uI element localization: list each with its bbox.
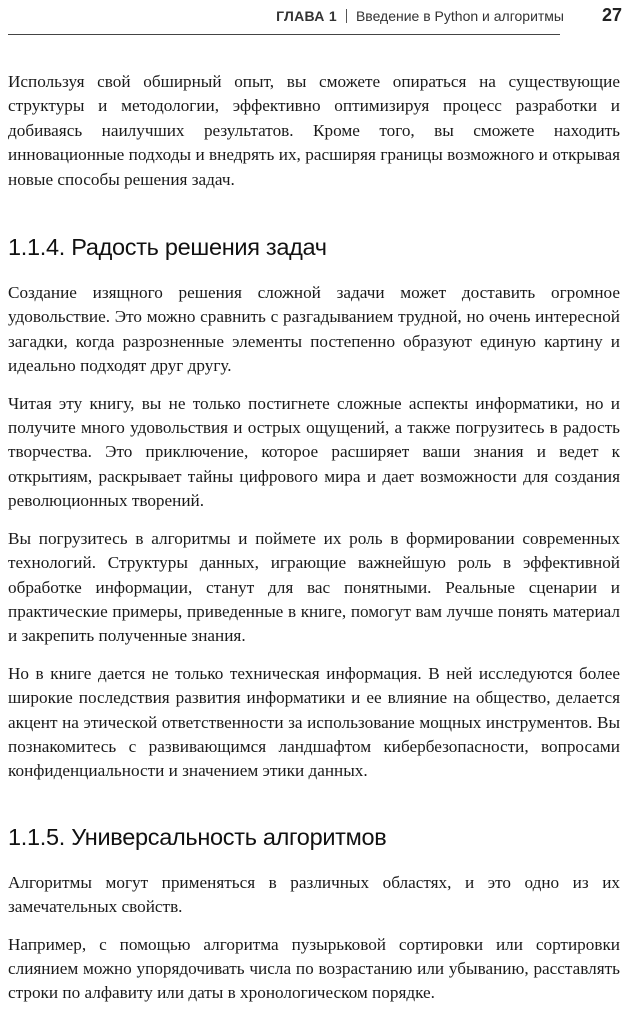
page-body xyxy=(8,70,620,1019)
chapter-title: Введение в Python и алгоритмы xyxy=(355,8,564,24)
paragraph: Создание изящного решения сложной задачи может доставить огромное удовольствие. Это можно сравнить с разгадыванием трудной, но очень интересной загадки, когда разрозненные элементы постепенно образуют единую картину и идеально подходят друг другу. xyxy=(8,283,620,376)
section-heading-1-1-5: 1.1.5. Универсальность алгоритмов xyxy=(8,823,387,850)
intro-paragraph: Используя свой обширный опыт, вы сможете опираться на существующие структуры и методологии, эффективно оптимизируя процесс разработки и добиваясь наилучших результатов. Кроме того, вы сможете находить инновационные подходы и внедрять их, расширяя границы возможного и открывая новые способы решения задач. xyxy=(8,72,620,189)
paragraph: Но в книге дается не только техническая информация. В ней исследуются более широкие последствия развития информатики и ее влияние на общество, делается акцент на этической ответственности за использование мощных инструментов. Вы познакомитесь с развивающимся ландшафтом кибербезопасности, вопросами конфиденциальности и значением этики данных. xyxy=(8,663,620,781)
header-rule xyxy=(8,34,560,35)
paragraph: Например, с помощью алгоритма пузырьковой сортировки или сортировки слиянием можно упорядочивать числа по возрастанию или убыванию, расставлять строки по алфавиту или даты в хронологическом порядке. xyxy=(8,934,620,1003)
header-separator xyxy=(346,9,347,23)
chapter-label: ГЛАВА 1 xyxy=(276,8,337,24)
running-head-text xyxy=(276,8,564,24)
paragraph: Читая эту книгу, вы не только постигнете сложные аспекты информатики, но и получите много удовольствия и острых ощущений, а также погрузитесь в радость творчества. Это приключение, которое расширяет ваши знания и ведет к открытиям, раскрывает тайны цифрового мира и дает возможности для создания революционных творений. xyxy=(8,393,620,511)
paragraph: Вы погрузитесь в алгоритмы и поймете их роль в формировании современных технологий. Структуры данных, играющие важнейшую роль в эффективной обработке информации, станут для вас понятными. Реальные сценарии и практические примеры, приведенные в книге, помогут вам лучше понять материал и закрепить полученные знания. xyxy=(8,528,620,646)
paragraph: Алгоритмы могут применяться в различных областях, и это одно из их замечательных свойств. xyxy=(8,872,620,917)
page-number: 27 xyxy=(601,5,622,25)
running-head xyxy=(0,0,630,36)
section-heading-1-1-4: 1.1.4. Радость решения задач xyxy=(8,234,327,261)
